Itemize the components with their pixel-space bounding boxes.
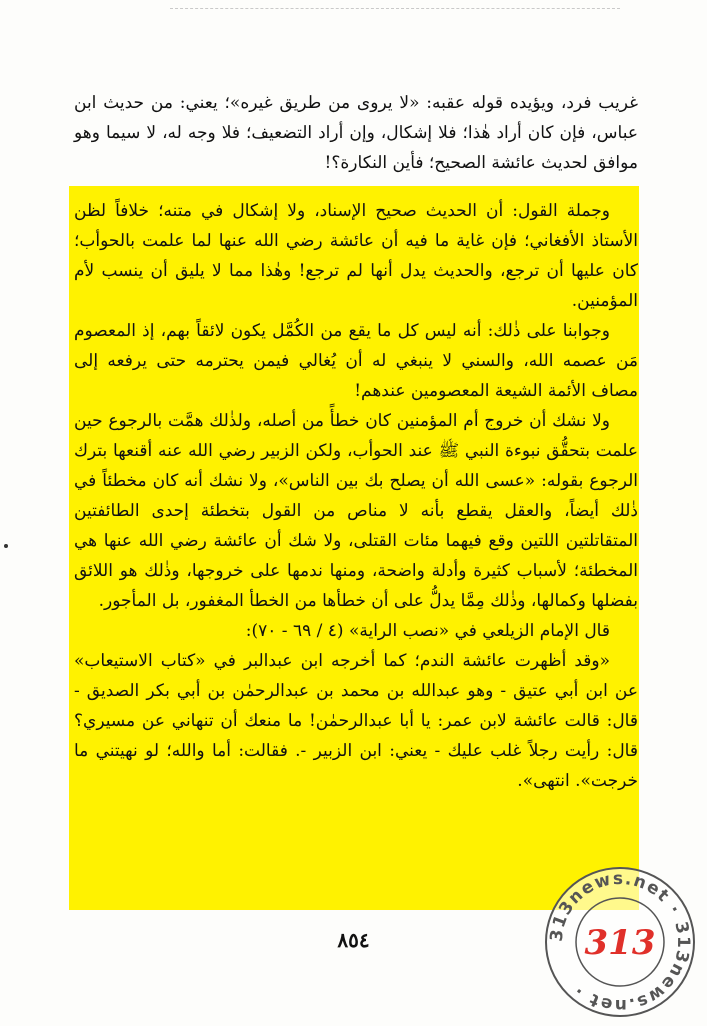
margin-dot xyxy=(4,544,8,548)
watermark-stamp xyxy=(540,862,700,1022)
paragraph-quote: «وقد أظهرت عائشة الندم؛ كما أخرجه ابن عبدالبر في «كتاب الاستيعاب» عن ابن أبي عتيق - وهو عبدالله بن محمد بن عبدالرحمٰن بن أبي بكر الصديق - قال: قالت عائشة لابن عمر: يا أبا عبدالرحمٰن! ما منعك أن تنهاني عن مسيري؟ قال: رأيت رجلاً غلب عليك - يعني: ابن الزبير -. فقالت: أما والله؛ لو نهيتني ما خرجت». انتهى». xyxy=(74,651,638,791)
svg-text:313news.net · 313news.net ·: 313news.net · 313news.net · xyxy=(546,868,694,1016)
paragraph-zaylai: قال الإمام الزيلعي في «نصب الراية» (٤ / ٦٩ - ٧٠): xyxy=(245,621,610,641)
paragraph-answer: وجوابنا على ذٰلك: أنه ليس كل ما يقع من الكُمَّل يكون لائقاً بهم، إذ المعصوم مَن عصمه الله، والسني لا ينبغي له أن يُغالي فيمن يحترمه حتى يرفعه إلى مصاف الأئمة الشيعة المعصومين عندهم! xyxy=(74,321,638,401)
paragraph-error: ولا نشك أن خروج أم المؤمنين كان خطأً من أصله، ولذٰلك همَّت بالرجوع حين علمت بتحقُّق نبوءة النبي ﷺ عند الحوأب، ولكن الزبير رضي الله عنه أقنعها بترك الرجوع بقوله: «عسى الله أن يصلح بك بين الناس»، ولا نشك أنه كان مخطئاً في ذٰلك أيضاً، والعقل يقطع بأنه لا مناص من القول بتخطئة إحدى الطائفتين المتقاتلتين اللتين وقع فيهما مئات القتلى، ولا شك أن عائشة رضي الله عنها هي المخطئة؛ لأسباب كثيرة وأدلة واضحة، ومنها ندمها على خروجها، وذٰلك هو اللائق بفضلها وكمالها، وذٰلك مِمَّا يدلُّ على أن خطأها من الخطأ المغفور، بل المأجور. xyxy=(74,411,638,611)
top-rule xyxy=(170,8,620,9)
top-paragraph: غريب فرد، ويؤيده قوله عقبه: «لا يروى من طريق غيره»؛ يعني: من حديث ابن عباس، فإن كان أراد هٰذا؛ فلا إشكال، وإن أراد التضعيف؛ فلا وجه له، لا سيما وهو موافق لحديث عائشة الصحيح؛ فأين النكارة؟! xyxy=(74,93,638,173)
stamp-seal-icon xyxy=(540,862,700,1022)
highlighted-text-block xyxy=(74,196,638,796)
svg-text:313: 313 xyxy=(584,923,656,963)
top-paragraph-block xyxy=(74,88,638,178)
page-number: ٨٥٤ xyxy=(337,928,370,952)
paragraph-conclusion: وجملة القول: أن الحديث صحيح الإسناد، ولا إشكال في متنه؛ خلافاً لظن الأستاذ الأفغاني؛ فإن غاية ما فيه أن عائشة رضي الله عنها لما علمت بالحوأب؛ كان عليها أن ترجع، والحديث يدل أنها لم ترجع! وهٰذا مما لا يليق أن ينسب لأم المؤمنين. xyxy=(74,201,638,311)
